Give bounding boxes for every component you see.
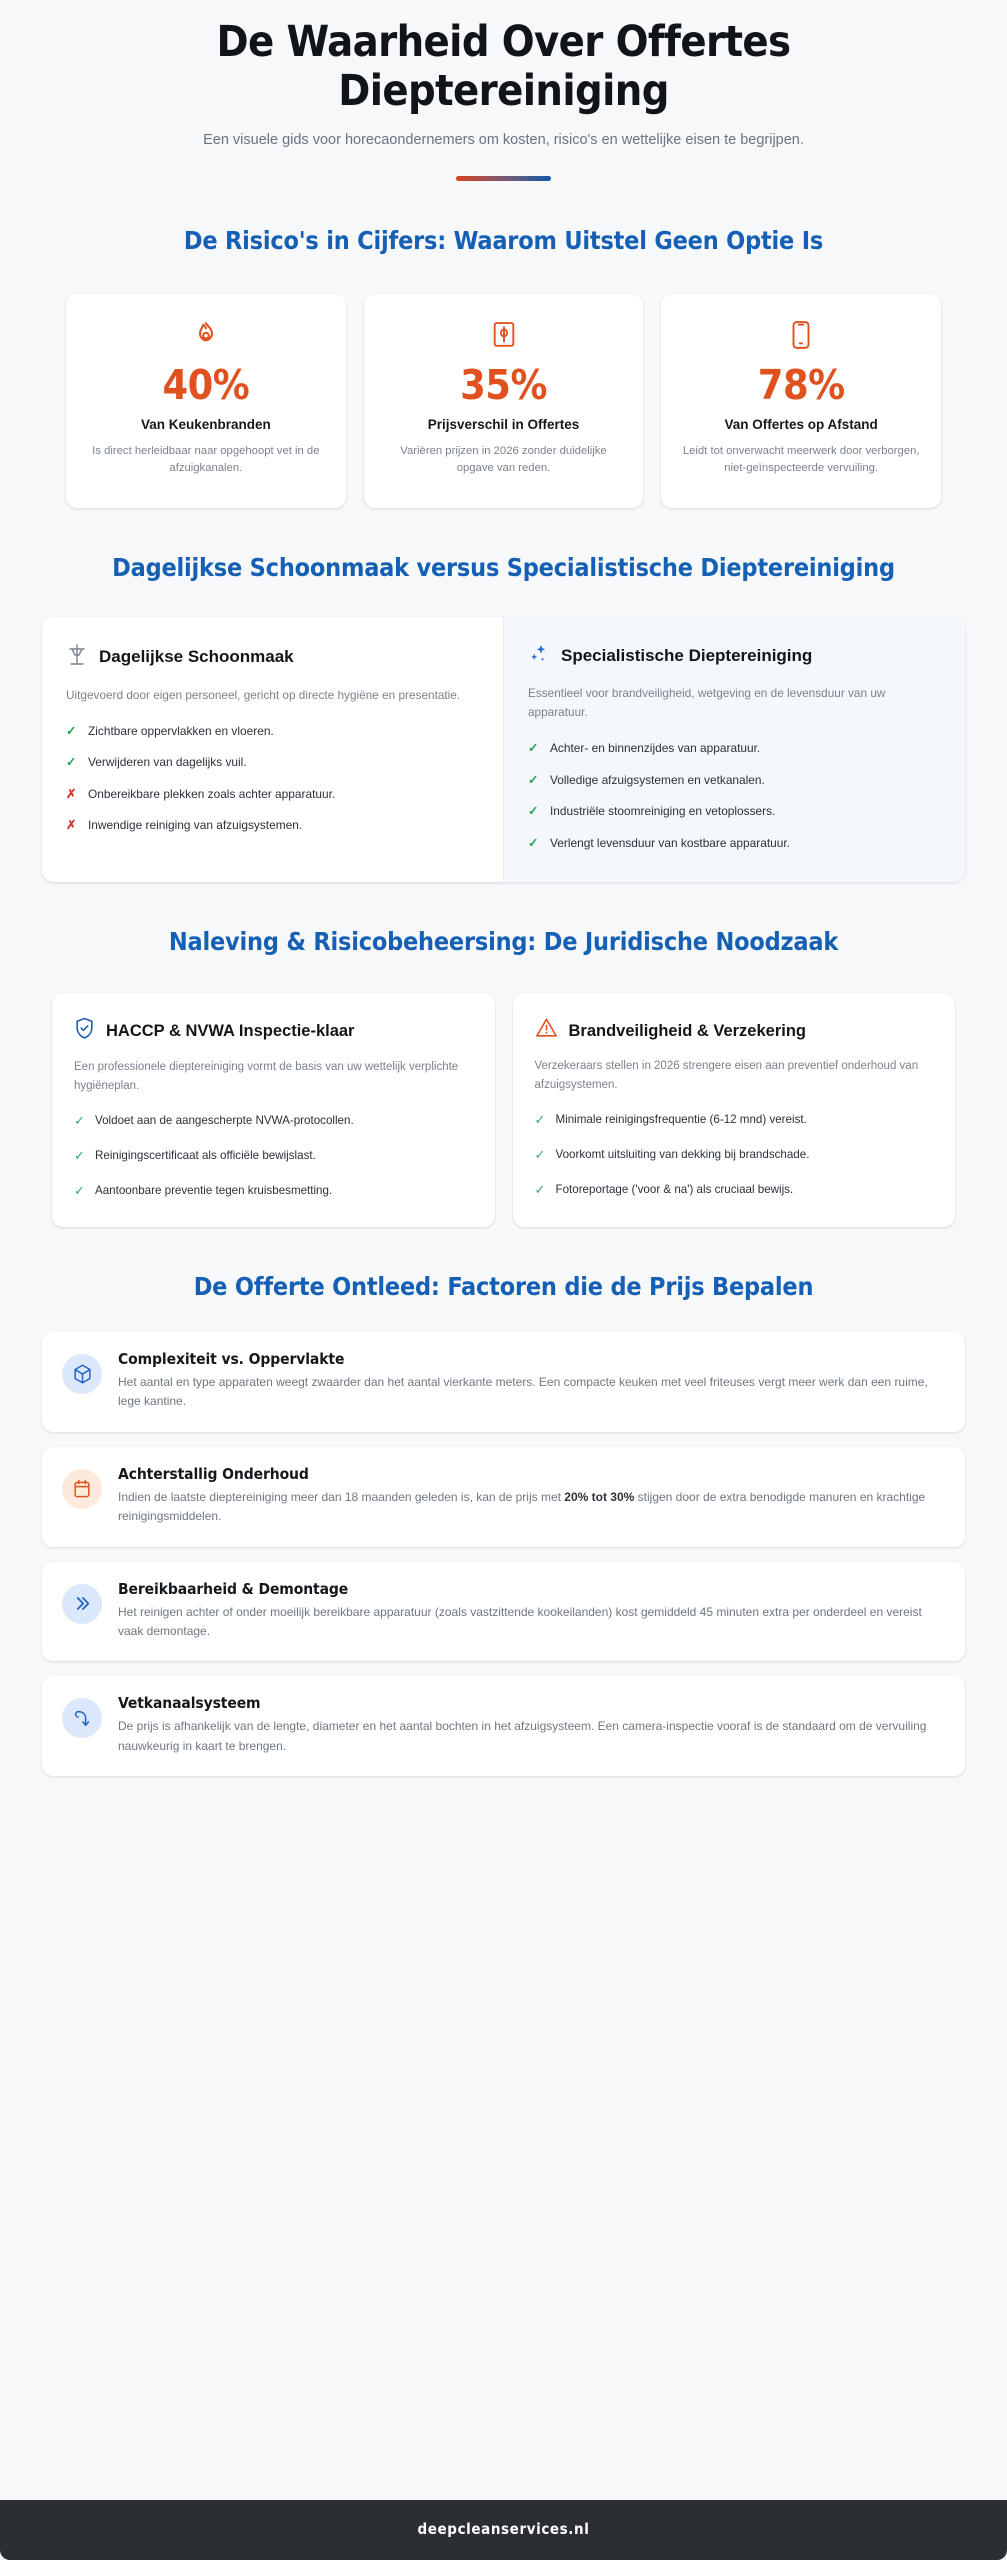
factor-body [118, 1694, 943, 1756]
list-item-label: Voldoet aan de aangescherpte NVWA-protocollen. [95, 1114, 354, 1128]
warning-triangle-icon [535, 1017, 558, 1044]
factor-text: De prijs is afhankelijk van de lengte, diameter en het aantal bochten in het afzuigsysteem. Een camera-inspectie vooraf is de standaard om de vervuiling nauwkeurig in kaart te brengen. [118, 1719, 927, 1753]
shield-check-icon [74, 1017, 95, 1045]
check-icon: ✓ [74, 1182, 85, 1198]
list-item [535, 1111, 934, 1130]
section-title-compliance: Naleving & Risicobeheersing: De Juridische Noodzaak [168, 927, 839, 957]
list-item [66, 786, 479, 804]
hero-section [0, 0, 1007, 181]
stat-value: 40% [162, 361, 250, 410]
comparison-panel [42, 617, 965, 882]
check-icon: ✓ [66, 755, 77, 770]
comparison-heading: Dagelijkse Schoonmaak [99, 646, 294, 666]
factor-card-accessibility [42, 1562, 965, 1662]
list-item-label: Industriële stoomreiniging en vetoplossers. [550, 804, 776, 819]
compliance-card-group [0, 993, 1007, 1226]
section-title-stats: De Risico's in Cijfers: Waarom Uitstel Geen Optie Is [183, 225, 824, 255]
cube-icon [62, 1354, 102, 1394]
check-icon: ✓ [534, 1112, 546, 1128]
compliance-card-fire-safety [513, 993, 956, 1226]
comparison-column-deep [503, 617, 965, 882]
footer-site-name: deepcleanservices.nl [417, 2520, 590, 2538]
stat-label: Van Keukenbranden [140, 417, 271, 433]
list-item-label: Achter- en binnenzijdes van apparatuur. [550, 741, 761, 756]
list-item-label: Volledige afzuigsystemen en vetkanalen. [550, 772, 765, 787]
list-item [74, 1112, 473, 1131]
check-icon: ✓ [534, 1146, 546, 1162]
duct-icon [62, 1698, 102, 1738]
stat-card-group [0, 294, 1007, 508]
sparkles-icon [528, 643, 550, 670]
stat-description: Is direct herleidbaar naar opgehoopt vet in de afzuigkanalen. [92, 444, 320, 475]
page-subtitle: Een visuele gids voor horecaondernemers om kosten, risico's en wettelijke eisen te begrijpen. [203, 132, 804, 149]
factor-text-before: Indien de laatste dieptereiniging meer dan 18 maanden geleden is, kan de prijs met [118, 1489, 565, 1504]
check-icon: ✓ [528, 772, 539, 787]
comparison-heading-row [528, 643, 941, 670]
list-item [535, 1181, 934, 1200]
comparison-intro: Uitgevoerd door eigen personeel, gericht op directe hygiëne en presentatie. [66, 687, 461, 702]
mop-icon [66, 643, 88, 672]
stat-card [661, 294, 941, 508]
compliance-heading-row [535, 1017, 934, 1044]
list-item-label: Reinigingscertificaat als officiële bewijslast. [95, 1148, 316, 1162]
factor-text-highlight: 20% tot 30% [564, 1489, 635, 1504]
list-item [535, 1146, 934, 1165]
factor-title: Vetkanaalsysteem [118, 1694, 261, 1713]
check-icon: ✓ [528, 804, 539, 819]
check-icon: ✓ [66, 723, 77, 738]
list-item-label: Inwendige reiniging van afzuigsystemen. [88, 818, 303, 833]
comparison-intro: Essentieel voor brandveiligheid, wetgeving en de levensduur van uw apparatuur. [528, 685, 886, 719]
list-item [66, 817, 479, 835]
list-item-label: Verlengt levensduur van kostbare apparatuur. [550, 835, 790, 850]
list-item-label: Minimale reinigingsfrequentie (6-12 mnd) vereist. [555, 1113, 807, 1127]
list-item-label: Verwijderen van dagelijks vuil. [88, 755, 247, 770]
price-tag-icon [492, 320, 516, 350]
stat-value: 35% [460, 361, 547, 410]
list-item [74, 1182, 473, 1201]
section-title-comparison: Dagelijkse Schoonmaak versus Specialistische Dieptereiniging [112, 552, 895, 582]
compliance-heading: HACCP & NVWA Inspectie-klaar [106, 1022, 355, 1041]
list-item [528, 772, 941, 790]
site-footer [0, 2500, 1007, 2560]
compliance-intro: Verzekeraars stellen in 2026 strengere eisen aan preventief onderhoud van afzuigsystemen. [534, 1060, 919, 1091]
check-icon: ✓ [74, 1113, 85, 1129]
factor-body [118, 1350, 943, 1412]
list-item [528, 803, 941, 821]
comparison-list [528, 740, 941, 852]
compliance-intro: Een professionele dieptereiniging vormt de basis van uw wettelijk verplichte hygiëneplan. [74, 1061, 459, 1092]
compliance-heading-row [74, 1017, 473, 1045]
compliance-card-haccp [52, 993, 495, 1226]
comparison-heading: Specialistische Dieptereiniging [561, 645, 813, 665]
stat-label: Van Offertes op Afstand [724, 417, 878, 433]
stat-value: 78% [757, 361, 845, 410]
factor-card-complexity [42, 1332, 965, 1432]
factor-body [118, 1465, 943, 1527]
compliance-list [535, 1111, 934, 1200]
check-icon: ✓ [74, 1147, 85, 1163]
list-item [66, 754, 479, 772]
factor-text [118, 1488, 943, 1527]
compliance-list [74, 1112, 473, 1201]
list-item [74, 1147, 473, 1166]
factor-body [118, 1580, 943, 1642]
factor-text-after: stijgen door de extra benodigde manuren en krachtige reinigingsmiddelen. [118, 1489, 926, 1524]
list-item-label: Aantoonbare preventie tegen kruisbesmetting. [95, 1183, 333, 1197]
comparison-list [66, 723, 479, 835]
stat-description: Leidt tot onverwacht meerwerk door verborgen, niet-geïnspecteerde vervuiling. [682, 444, 920, 475]
list-item [528, 740, 941, 758]
list-item [66, 723, 479, 741]
calendar-icon [62, 1469, 102, 1509]
stat-card [364, 294, 644, 508]
stat-description: Variëren prijzen in 2026 zonder duidelijke opgave van reden. [400, 444, 607, 475]
factor-title: Complexiteit vs. Oppervlakte [118, 1349, 345, 1368]
section-title-factors: De Offerte Ontleed: Factoren die de Prijs Bepalen [193, 1271, 814, 1301]
factor-title: Bereikbaarheid & Demontage [118, 1579, 349, 1598]
list-item-label: Voorkomt uitsluiting van dekking bij brandschade. [555, 1147, 810, 1161]
factor-list [0, 1332, 1007, 1777]
list-item-label: Zichtbare oppervlakken en vloeren. [88, 723, 274, 738]
compliance-heading: Brandveiligheid & Verzekering [568, 1021, 806, 1040]
check-icon: ✓ [528, 741, 539, 756]
check-icon: ✓ [534, 1181, 546, 1197]
factor-title: Achterstallig Onderhoud [118, 1464, 309, 1483]
flame-icon [193, 320, 219, 350]
factor-card-duct-system [42, 1676, 965, 1776]
cross-icon: ✗ [66, 818, 77, 833]
stat-card [66, 294, 346, 508]
factor-text: Het reinigen achter of onder moeilijk bereikbare apparatuur (zoals vastzittende kookeilanden) kost gemiddeld 45 minuten extra per onderdeel en vereist vaak demontage. [118, 1604, 922, 1639]
page-title: De Waarheid Over Offertes Dieptereiniging [216, 17, 791, 117]
list-item [528, 835, 941, 853]
cross-icon: ✗ [66, 786, 77, 801]
factor-text: Het aantal en type apparaten weegt zwaarder dan het aantal vierkante meters. Een compacte keuken met veel friteuses vergt meer werk dan een ruime, lege kantine. [118, 1374, 928, 1409]
check-icon: ✓ [528, 835, 539, 850]
chevrons-right-icon [62, 1584, 102, 1624]
list-item-label: Onbereikbare plekken zoals achter apparatuur. [88, 786, 336, 801]
stat-label: Prijsverschil in Offertes [427, 417, 580, 433]
mobile-phone-icon [791, 320, 811, 350]
comparison-heading-row [66, 643, 479, 672]
comparison-column-daily [42, 617, 503, 882]
factor-card-overdue-maintenance [42, 1447, 965, 1547]
list-item-label: Fotoreportage ('voor & na') als cruciaal bewijs. [555, 1182, 794, 1196]
